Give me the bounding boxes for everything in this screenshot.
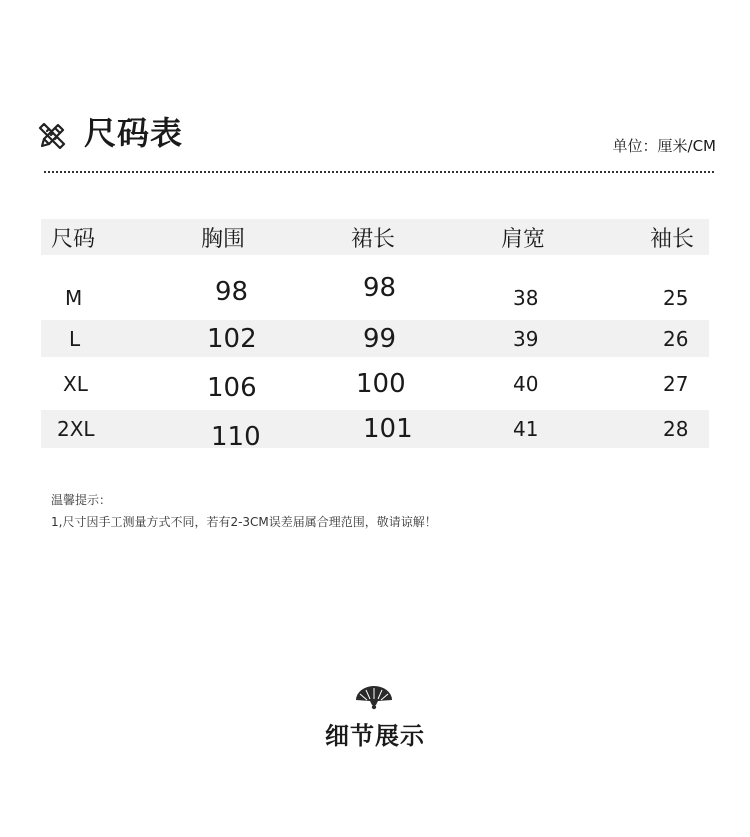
tips-note bbox=[51, 489, 437, 533]
table-header-row bbox=[41, 219, 709, 255]
unit-label: 单位：厘米/CM bbox=[612, 137, 716, 155]
cell-shoulder: 40 bbox=[513, 371, 539, 396]
cell-shoulder: 38 bbox=[513, 285, 539, 310]
section-title: 细节展示 bbox=[325, 722, 425, 750]
column-header-size: 尺码 bbox=[51, 226, 96, 252]
cell-chest: 110 bbox=[211, 422, 261, 452]
tips-line: 1,尺寸因手工测量方式不同，若有2-3CM误差届属合理范围，敬请谅解！ bbox=[51, 515, 437, 529]
cell-length: 101 bbox=[363, 414, 413, 444]
column-header-length: 裙长 bbox=[351, 226, 396, 252]
cell-chest: 102 bbox=[207, 323, 257, 354]
column-header-shoulder: 肩宽 bbox=[501, 226, 546, 252]
fan-icon bbox=[354, 684, 394, 710]
cell-chest: 98 bbox=[215, 276, 249, 307]
cell-size: L bbox=[69, 326, 81, 351]
cell-length: 100 bbox=[356, 368, 406, 399]
cell-size: 2XL bbox=[57, 417, 95, 441]
cell-sleeve: 27 bbox=[663, 371, 689, 396]
table-row bbox=[41, 410, 709, 452]
table-row bbox=[41, 320, 709, 357]
cell-sleeve: 25 bbox=[663, 285, 689, 310]
table-row bbox=[41, 357, 709, 410]
size-table bbox=[41, 219, 709, 452]
dotted-divider bbox=[44, 171, 714, 173]
cell-size: M bbox=[65, 285, 83, 310]
cell-chest: 106 bbox=[207, 372, 257, 403]
pencil-ruler-icon bbox=[36, 120, 68, 152]
page-title: 尺码表 bbox=[84, 114, 184, 152]
cell-sleeve: 26 bbox=[663, 326, 689, 351]
size-chart-header bbox=[36, 112, 716, 162]
cell-length: 99 bbox=[363, 323, 397, 354]
cell-size: XL bbox=[63, 371, 88, 396]
column-header-chest: 胸围 bbox=[201, 226, 246, 252]
cell-shoulder: 41 bbox=[513, 417, 539, 441]
cell-length: 98 bbox=[363, 272, 397, 303]
cell-sleeve: 28 bbox=[663, 417, 689, 441]
column-header-sleeve: 袖长 bbox=[650, 226, 695, 252]
table-row bbox=[41, 255, 709, 320]
cell-shoulder: 39 bbox=[513, 326, 539, 351]
tips-heading: 温馨提示： bbox=[51, 493, 112, 507]
